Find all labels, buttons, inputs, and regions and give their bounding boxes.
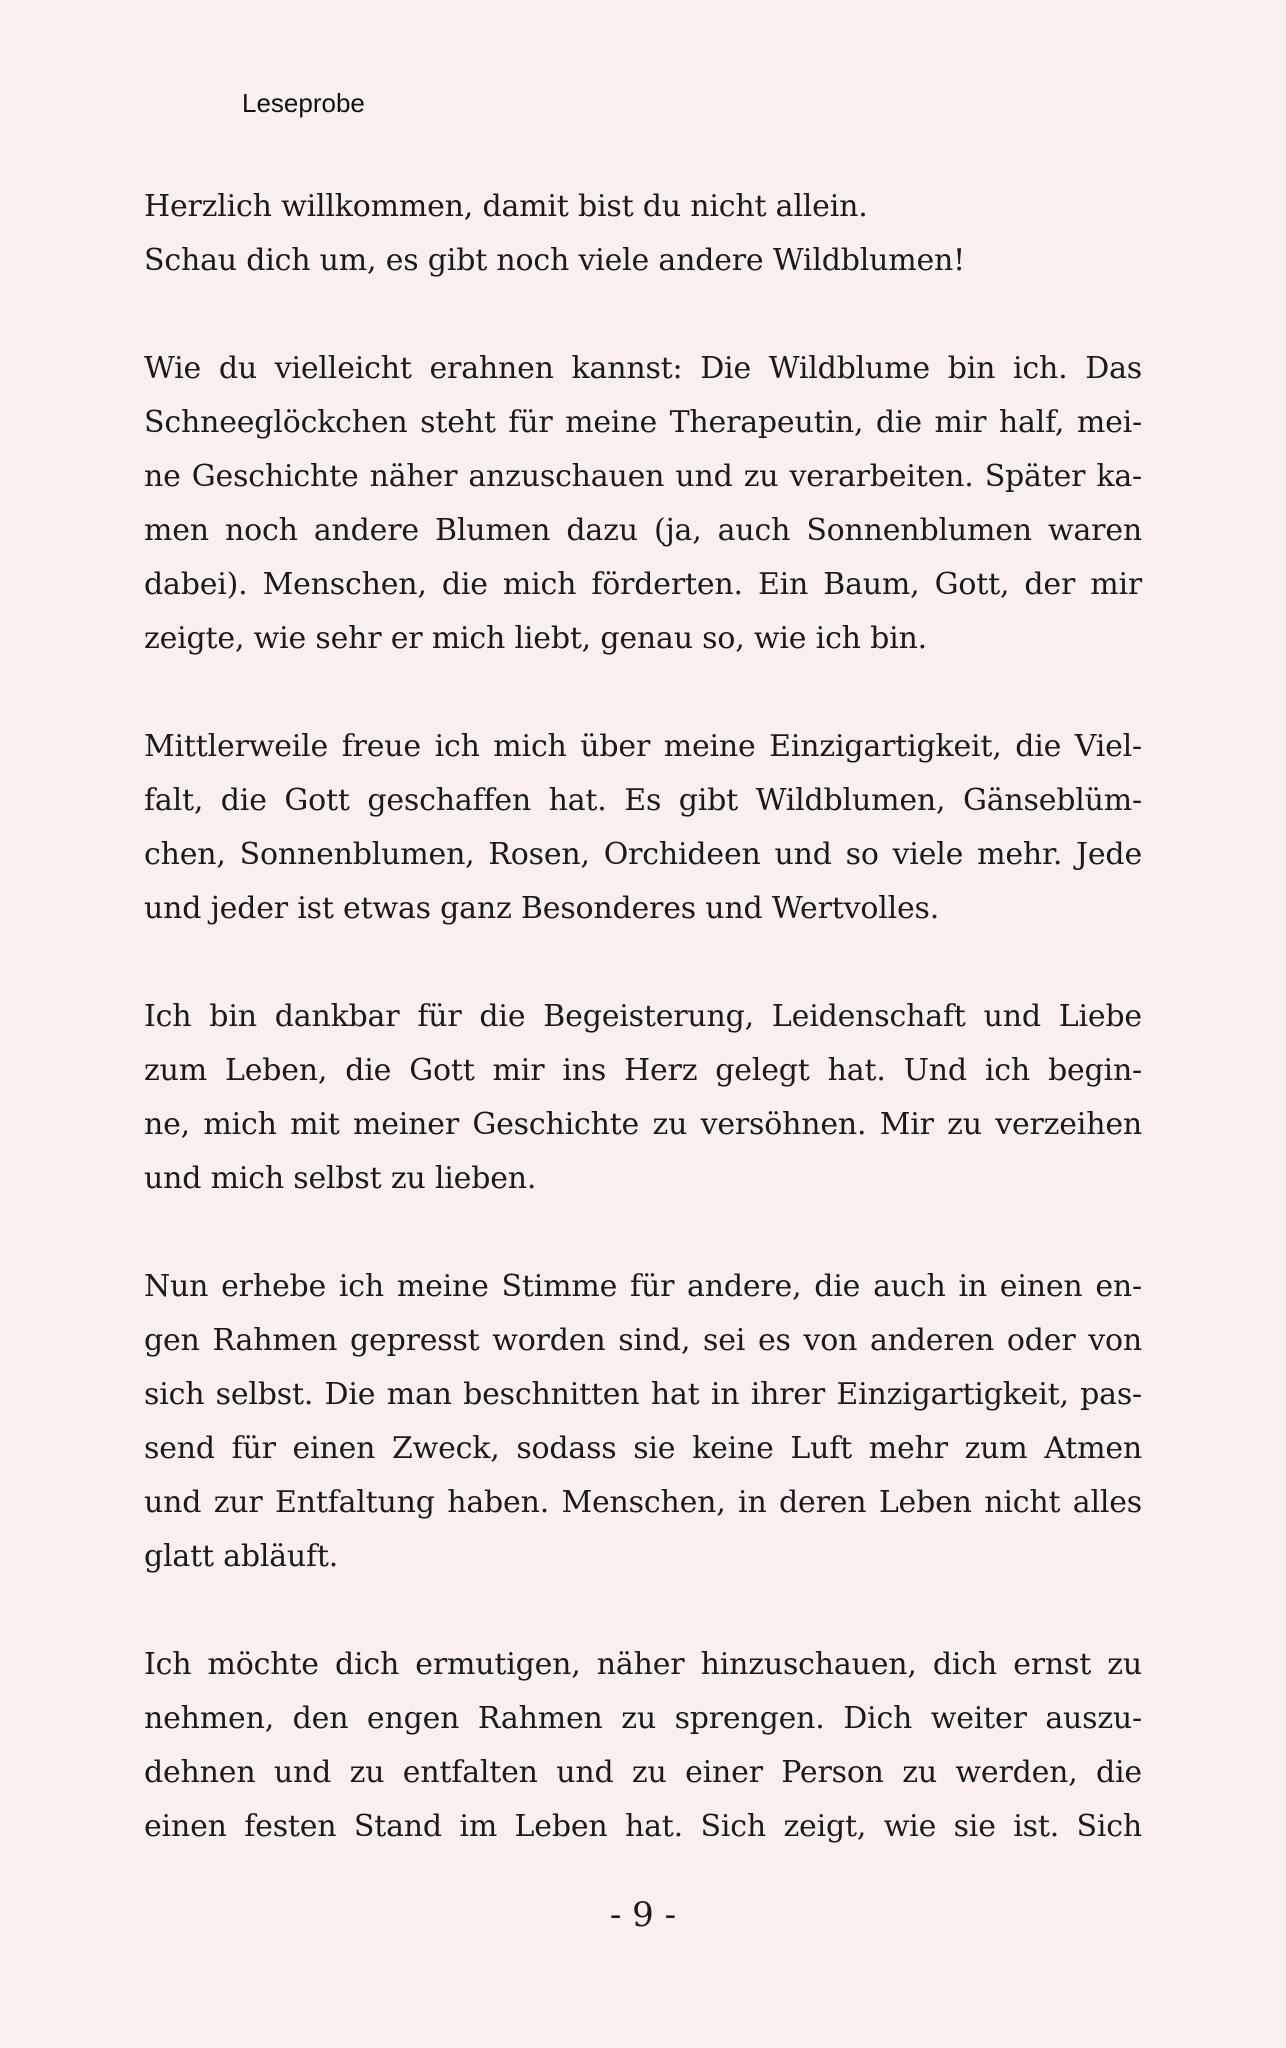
paragraph-6	[144, 1638, 1142, 1854]
text-line: zeigte, wie sehr er mich liebt, genau so, wie ich bin.	[144, 621, 927, 656]
text-line: Schneeglöckchen steht für meine Therapeutin, die mir half, mei-	[144, 405, 1142, 440]
text-line: send für einen Zweck, sodass sie keine Luft mehr zum Atmen	[144, 1431, 1142, 1466]
text-line: sich selbst. Die man beschnitten hat in ihrer Einzigartigkeit, pas-	[144, 1377, 1142, 1412]
text-line: Nun erhebe ich meine Stimme für andere, die auch in einen en-	[144, 1269, 1142, 1304]
text-line: gen Rahmen gepresst worden sind, sei es von anderen oder von	[144, 1323, 1142, 1358]
text-line: Schau dich um, es gibt noch viele andere Wildblumen!	[144, 243, 966, 278]
text-line: ne Geschichte näher anzuschauen und zu verarbeiten. Später ka-	[144, 459, 1142, 494]
text-line: dehnen und zu entfalten und zu einer Person zu werden, die	[144, 1755, 1142, 1790]
text-line: Ich bin dankbar für die Begeisterung, Leidenschaft und Liebe	[144, 999, 1142, 1034]
text-line: falt, die Gott geschaffen hat. Es gibt Wildblumen, Gänseblüm-	[144, 783, 1142, 818]
text-line: Mittlerweile freue ich mich über meine Einzigartigkeit, die Viel-	[144, 729, 1142, 764]
text-line: Herzlich willkommen, damit bist du nicht allein.	[144, 189, 868, 224]
paragraph-4	[144, 990, 1142, 1206]
text-line: einen festen Stand im Leben hat. Sich zeigt, wie sie ist. Sich	[144, 1809, 1142, 1844]
text-line: dabei). Menschen, die mich förderten. Ein Baum, Gott, der mir	[144, 567, 1142, 602]
paragraph-3	[144, 720, 1142, 936]
text-line: ne, mich mit meiner Geschichte zu versöhnen. Mir zu verzeihen	[144, 1107, 1142, 1142]
text-line: nehmen, den engen Rahmen zu sprengen. Dich weiter auszu-	[144, 1701, 1142, 1736]
text-line: glatt abläuft.	[144, 1539, 339, 1574]
text-line: Wie du vielleicht erahnen kannst: Die Wildblume bin ich. Das	[144, 351, 1142, 386]
header-label: Leseprobe	[242, 88, 365, 118]
text-line: Ich möchte dich ermutigen, näher hinzuschauen, dich ernst zu	[144, 1647, 1142, 1682]
page-number: - 9 -	[609, 1895, 677, 1935]
body-text	[144, 180, 1142, 1908]
text-line: men noch andere Blumen dazu (ja, auch Sonnenblumen waren	[144, 513, 1142, 548]
text-line: zum Leben, die Gott mir ins Herz gelegt hat. Und ich begin-	[144, 1053, 1142, 1088]
text-line: und jeder ist etwas ganz Besonderes und Wertvolles.	[144, 891, 940, 926]
text-line: chen, Sonnenblumen, Rosen, Orchideen und so viele mehr. Jede	[144, 837, 1142, 872]
text-line: und zur Entfaltung haben. Menschen, in deren Leben nicht alles	[144, 1485, 1142, 1520]
paragraph-2	[144, 342, 1142, 666]
paragraph-1	[144, 180, 1142, 288]
paragraph-5	[144, 1260, 1142, 1584]
text-line: und mich selbst zu lieben.	[144, 1161, 537, 1196]
